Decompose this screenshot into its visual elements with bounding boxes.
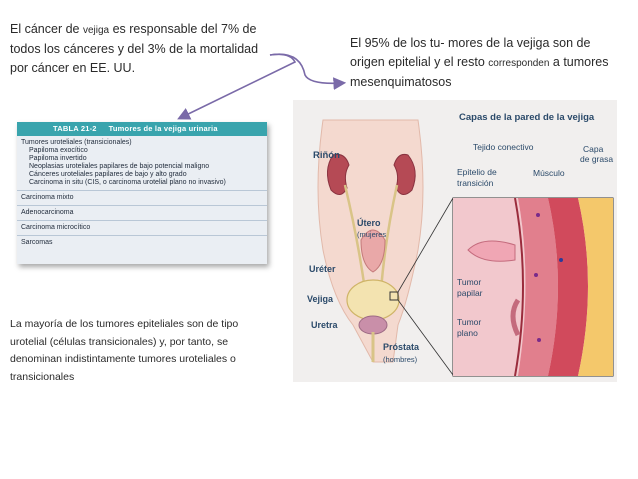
table-row: Carcinoma in situ (CIS, o carcinoma urotelial plano no invasivo) bbox=[17, 179, 267, 191]
table-row: Papiloma exocítico bbox=[29, 147, 88, 154]
label-rinon: Riñón bbox=[313, 150, 340, 161]
label-vejiga: Vejiga bbox=[307, 294, 334, 304]
table-row: Papiloma invertido bbox=[29, 155, 87, 162]
label-hombres: (hombres) bbox=[383, 355, 418, 364]
label-tumor-plano: Tumor bbox=[457, 317, 482, 327]
table-header: TABLA 21-2 Tumores de la vejiga urinaria bbox=[17, 122, 267, 136]
label-mujeres: (mujeres bbox=[357, 230, 387, 239]
arrow-to-table bbox=[180, 54, 295, 118]
label-capa-grasa: de grasa bbox=[580, 154, 614, 164]
tumor-origin-text: El 95% de los tu- mores de la vejiga son de origen epitelial y el resto corresponden a tumores mesenquimatosos bbox=[350, 36, 609, 89]
label-capa: Capa bbox=[583, 144, 604, 154]
label-papilar: papilar bbox=[457, 288, 483, 298]
illustration-title: Capas de la pared de la vejiga bbox=[459, 112, 595, 123]
label-prostata: Próstata bbox=[383, 342, 420, 352]
bladder-tumors-table bbox=[17, 122, 267, 264]
label-musculo: Músculo bbox=[533, 168, 565, 178]
label-plano: plano bbox=[457, 328, 478, 338]
table-row: Sarcomas bbox=[21, 239, 53, 246]
urothelial-tumors-text: La mayoría de los tumores epiteliales son de tipo urotelial (células transicionales) y, por tanto, se denominan indistintamente tumores uroteliales o transicionales bbox=[10, 318, 239, 383]
bladder-cancer-statistic-text: El cáncer de vejiga es responsable del 7% de todos los cánceres y del 3% de la mortalidad por cáncer en EE. UU. bbox=[10, 22, 259, 75]
label-tumor-papilar: Tumor bbox=[457, 277, 482, 287]
table-row: Adenocarcinoma bbox=[17, 206, 267, 221]
label-uretra: Uretra bbox=[311, 320, 338, 330]
label-utero: Útero bbox=[357, 218, 381, 228]
label-tejido-conectivo: Tejido conectivo bbox=[473, 142, 534, 152]
label-epitelio: Epitelio de bbox=[457, 167, 497, 177]
table-row: Cánceres uroteliales papilares de bajo y alto grado bbox=[29, 171, 187, 178]
bladder-anatomy-illustration bbox=[293, 100, 617, 382]
table-section-title: Tumores uroteliales (transicionales) bbox=[21, 139, 132, 146]
label-ureter: Uréter bbox=[309, 264, 336, 274]
table-row: Carcinoma microcítico bbox=[17, 221, 267, 236]
label-transicion: transición bbox=[457, 178, 494, 188]
table-row: Carcinoma mixto bbox=[17, 191, 267, 206]
table-row: Neoplasias uroteliales papilares de bajo potencial maligno bbox=[29, 163, 210, 170]
